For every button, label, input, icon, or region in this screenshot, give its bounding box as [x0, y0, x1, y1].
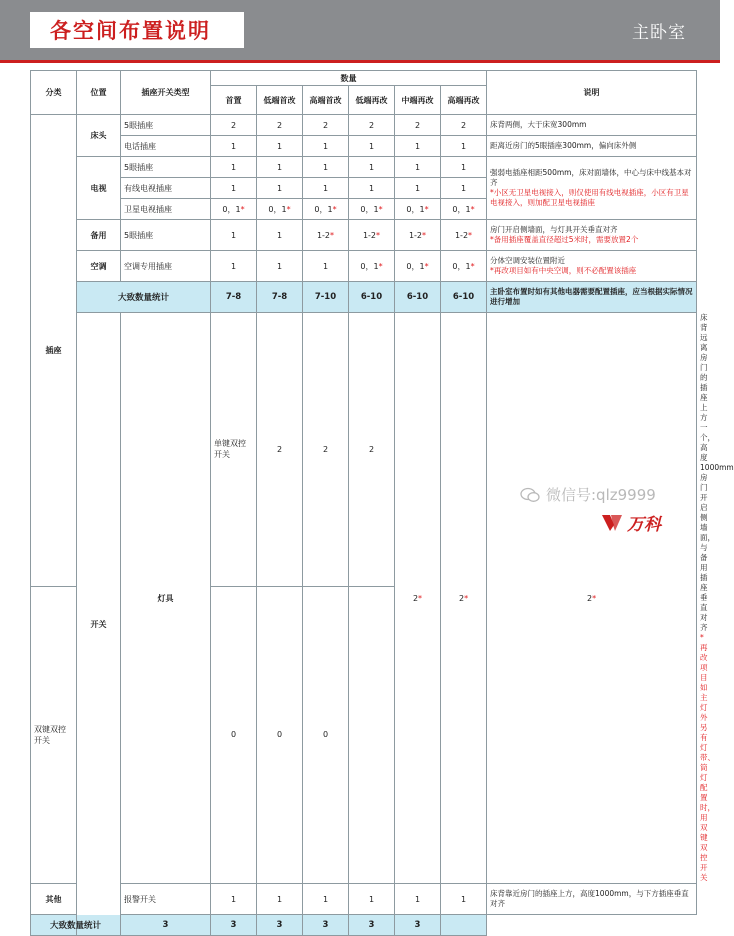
col-note: 说明 — [487, 71, 697, 115]
asterisk-mark: * — [470, 204, 475, 214]
qty-cell: 1-2* — [303, 220, 349, 251]
qty-cell: 0，1* — [303, 199, 349, 220]
type-cell: 双键双控开关 — [31, 586, 77, 883]
col-qty: 高端首改 — [303, 86, 349, 115]
vanke-logo-icon — [601, 513, 623, 533]
summary-note-empty — [441, 915, 487, 936]
qty-cell: 1 — [257, 220, 303, 251]
qty-cell: 2 — [303, 313, 349, 587]
col-qty: 高端再改 — [441, 86, 487, 115]
col-qty: 首置 — [211, 86, 257, 115]
note-line-red: *再改项目如有中央空调，则不必配置该插座 — [490, 266, 637, 275]
qty-cell: 0，1* — [349, 199, 395, 220]
asterisk-mark: * — [240, 204, 245, 214]
header-divider — [0, 60, 720, 63]
qty-cell: 0，1* — [441, 251, 487, 282]
asterisk-mark: * — [424, 204, 429, 214]
table-row — [31, 157, 697, 178]
summary-cell: 3 — [211, 915, 257, 936]
qty-cell: 1 — [211, 220, 257, 251]
qty-cell: 1 — [257, 157, 303, 178]
asterisk-mark: * — [378, 204, 383, 214]
qty-cell: 0，1* — [395, 251, 441, 282]
position-backup: 备用 — [77, 220, 121, 251]
summary-note: 主卧室布置时如有其他电器需要配置插座，应当根据实际情况进行增加 — [487, 282, 697, 313]
qty-cell: 1 — [395, 136, 441, 157]
asterisk-mark: * — [418, 593, 423, 603]
type-cell: 5眼插座 — [121, 220, 211, 251]
qty-cell: 1 — [303, 136, 349, 157]
asterisk-mark: * — [330, 230, 335, 240]
table-row — [31, 115, 697, 136]
qty-cell: 1 — [211, 157, 257, 178]
asterisk-mark: * — [424, 261, 429, 271]
header-row — [31, 71, 697, 86]
position-bedhead: 床头 — [77, 115, 121, 157]
logo-text: 万科 — [627, 515, 661, 535]
brand-logo — [601, 510, 661, 535]
qty-cell: 1 — [349, 884, 395, 915]
col-qty: 低端首改 — [257, 86, 303, 115]
qty-cell: 0 — [211, 586, 257, 883]
summary-cell: 7-10 — [303, 282, 349, 313]
summary-cell: 3 — [257, 915, 303, 936]
qty-cell: 1 — [257, 136, 303, 157]
table-row — [31, 136, 697, 157]
summary-cell: 7-8 — [257, 282, 303, 313]
table-row — [31, 884, 697, 915]
note-cell: 距离近房门的5眼插座300mm，偏向床外侧 — [487, 136, 697, 157]
watermark-text: 微信号:qlz9999 — [546, 486, 656, 504]
qty-cell: 1-2* — [349, 220, 395, 251]
col-type: 插座开关类型 — [121, 71, 211, 115]
qty-cell: 1 — [303, 251, 349, 282]
table-row — [31, 251, 697, 282]
note-line: 强弱电插座相距500mm，床对面墙体，中心与床中线基本对齐 — [490, 168, 692, 187]
summary-cell: 6-10 — [441, 282, 487, 313]
category-switch: 开关 — [77, 313, 121, 936]
asterisk-mark: * — [332, 204, 337, 214]
room-label: 主卧室 — [632, 23, 686, 43]
qty-cell: 1 — [441, 178, 487, 199]
type-cell: 5眼插座 — [121, 115, 211, 136]
position-other: 其他 — [31, 884, 77, 915]
col-qty: 低端再改 — [349, 86, 395, 115]
type-cell: 5眼插座 — [121, 157, 211, 178]
type-cell: 单键双控开关 — [211, 313, 257, 587]
qty-cell: 0，1* — [257, 199, 303, 220]
qty-cell: 1 — [211, 178, 257, 199]
qty-cell: 2 — [211, 115, 257, 136]
qty-cell: 0，1* — [395, 199, 441, 220]
table-row: 开关 灯具 单键双控开关 2 2 2 2* 2* 2* 床背远离房门的插座上方一个，高度1000mm 房门开启侧墙面，与备用插座垂直对齐 *再改项目如主灯外另有灯带、筒灯配置时，用双键双控开关 — [31, 313, 697, 587]
qty-cell: 1 — [441, 884, 487, 915]
title-box — [30, 12, 244, 48]
asterisk-mark: * — [592, 593, 597, 603]
qty-cell: 1 — [395, 157, 441, 178]
qty-cell: 1 — [441, 157, 487, 178]
qty-cell: 0 — [303, 586, 349, 883]
summary-label: 大致数量统计 — [77, 282, 211, 313]
asterisk-mark: * — [464, 593, 469, 603]
qty-cell: 1 — [211, 136, 257, 157]
qty-cell: 0，1* — [441, 199, 487, 220]
note-cell: 床背靠近房门的插座上方，高度1000mm，与下方插座垂直对齐 — [487, 884, 697, 915]
note-cell: 床背两侧，大于床宽300mm — [487, 115, 697, 136]
qty-cell: 1 — [303, 157, 349, 178]
qty-cell: 0，1* — [211, 199, 257, 220]
summary-cell: 6-10 — [395, 282, 441, 313]
qty-cell: 2 — [349, 115, 395, 136]
asterisk-mark: * — [378, 261, 383, 271]
qty-cell: 1-2* — [395, 220, 441, 251]
note-cell — [487, 157, 697, 220]
qty-cell: 1 — [441, 136, 487, 157]
summary-cell: 6-10 — [349, 282, 395, 313]
asterisk-mark: * — [470, 261, 475, 271]
summary-cell: 3 — [395, 915, 441, 936]
summary-row — [31, 915, 697, 936]
asterisk-mark: * — [376, 230, 381, 240]
note-line-red: *备用插座覆盖直径超过5米时，需要放置2个 — [490, 235, 639, 244]
qty-cell: 2 — [395, 115, 441, 136]
type-cell: 空调专用插座 — [121, 251, 211, 282]
qty-cell: 2 — [303, 115, 349, 136]
qty-cell: 2 — [257, 313, 303, 587]
type-cell: 卫星电视插座 — [121, 199, 211, 220]
qty-cell-merged: 2* — [441, 313, 487, 884]
qty-cell: 1 — [257, 884, 303, 915]
type-cell: 电话插座 — [121, 136, 211, 157]
summary-cell: 3 — [349, 915, 395, 936]
note-cell — [487, 251, 697, 282]
asterisk-mark: * — [468, 230, 473, 240]
col-category: 分类 — [31, 71, 77, 115]
qty-cell: 0 — [257, 586, 303, 883]
qty-cell: 2 — [349, 313, 395, 587]
qty-cell: 2 — [257, 115, 303, 136]
qty-cell: 0，1* — [349, 251, 395, 282]
page-title: 各空间布置说明 — [50, 19, 211, 43]
qty-cell: 1 — [349, 136, 395, 157]
summary-row — [31, 282, 697, 313]
qty-cell-merged: 2* — [395, 313, 441, 884]
type-cell: 有线电视插座 — [121, 178, 211, 199]
table-row — [31, 220, 697, 251]
qty-cell: 2 — [441, 115, 487, 136]
qty-cell: 1 — [303, 884, 349, 915]
position-tv: 电视 — [77, 157, 121, 220]
note-line: 房门开启侧墙面，与灯具开关垂直对齐 — [490, 225, 618, 234]
note-line-red: *小区无卫星电视接入，则仅使用有线电视插座，小区有卫星电视接入，则加配卫星电视插座 — [490, 188, 689, 207]
qty-cell: 1 — [303, 178, 349, 199]
col-position: 位置 — [77, 71, 121, 115]
watermark — [520, 484, 656, 505]
qty-cell: 1 — [257, 251, 303, 282]
asterisk-mark: * — [422, 230, 427, 240]
summary-cell: 3 — [121, 915, 211, 936]
position-lamp: 灯具 — [121, 313, 211, 884]
qty-cell: 1 — [257, 178, 303, 199]
summary-cell: 7-8 — [211, 282, 257, 313]
qty-cell: 1 — [349, 157, 395, 178]
summary-cell: 3 — [303, 915, 349, 936]
qty-cell: 1 — [395, 884, 441, 915]
qty-cell: 1 — [211, 884, 257, 915]
header-bar — [0, 0, 720, 60]
note-cell — [487, 220, 697, 251]
position-ac: 空调 — [77, 251, 121, 282]
note-line: 分体空调安装位置附近 — [490, 256, 566, 265]
col-quantity: 数量 — [211, 71, 487, 86]
wechat-icon — [520, 487, 540, 503]
qty-cell-merged: 2* — [487, 313, 697, 884]
asterisk-mark: * — [286, 204, 291, 214]
col-qty: 中端再改 — [395, 86, 441, 115]
type-cell: 报警开关 — [121, 884, 211, 915]
qty-cell: 1 — [349, 178, 395, 199]
summary-label: 大致数量统计 — [31, 915, 121, 936]
category-socket: 插座 — [31, 115, 77, 587]
qty-cell: 1 — [395, 178, 441, 199]
qty-cell: 1-2* — [441, 220, 487, 251]
qty-cell: 1 — [211, 251, 257, 282]
